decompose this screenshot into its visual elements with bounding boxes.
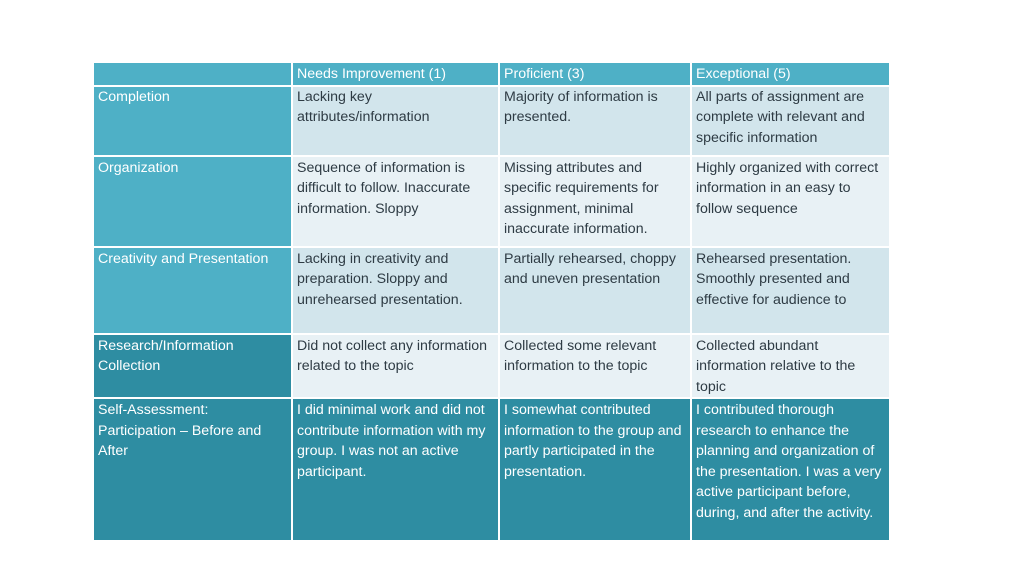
- table-header-row: [93, 62, 890, 86]
- needs-improvement-cell: Sequence of information is difficult to follow. Inaccurate information. Sloppy: [292, 156, 499, 247]
- exceptional-cell: All parts of assignment are complete with relevant and specific information: [691, 86, 890, 156]
- exceptional-cell: Rehearsed presentation. Smoothly presented and effective for audience to: [691, 247, 890, 334]
- table-row: [93, 86, 890, 156]
- needs-improvement-cell: I did minimal work and did not contribute information with my group. I was not an active participant.: [292, 398, 499, 541]
- table-row: [93, 334, 890, 399]
- table-row: [93, 156, 890, 247]
- header-criteria: [93, 62, 292, 86]
- criterion-cell: Creativity and Presentation: [93, 247, 292, 334]
- table-row: [93, 247, 890, 334]
- header-needs-improvement: Needs Improvement (1): [292, 62, 499, 86]
- proficient-cell: Collected some relevant information to the topic: [499, 334, 691, 399]
- criterion-cell: Completion: [93, 86, 292, 156]
- needs-improvement-cell: Lacking in creativity and preparation. Sloppy and unrehearsed presentation.: [292, 247, 499, 334]
- rubric-table: [92, 61, 891, 542]
- proficient-cell: Missing attributes and specific requirements for assignment, minimal inaccurate information.: [499, 156, 691, 247]
- proficient-cell: Partially rehearsed, choppy and uneven presentation: [499, 247, 691, 334]
- proficient-cell: Majority of information is presented.: [499, 86, 691, 156]
- needs-improvement-cell: Did not collect any information related to the topic: [292, 334, 499, 399]
- needs-improvement-cell: Lacking key attributes/information: [292, 86, 499, 156]
- criterion-cell: Research/Information Collection: [93, 334, 292, 399]
- exceptional-cell: Collected abundant information relative to the topic: [691, 334, 890, 399]
- proficient-cell: I somewhat contributed information to the group and partly participated in the presentation.: [499, 398, 691, 541]
- exceptional-cell: I contributed thorough research to enhance the planning and organization of the presentation. I was a very active participant before, during, and after the activity.: [691, 398, 890, 541]
- header-exceptional: Exceptional (5): [691, 62, 890, 86]
- table-row: [93, 398, 890, 541]
- exceptional-cell: Highly organized with correct information in an easy to follow sequence: [691, 156, 890, 247]
- header-proficient: Proficient (3): [499, 62, 691, 86]
- criterion-cell: Self-Assessment: Participation – Before and After: [93, 398, 292, 541]
- criterion-cell: Organization: [93, 156, 292, 247]
